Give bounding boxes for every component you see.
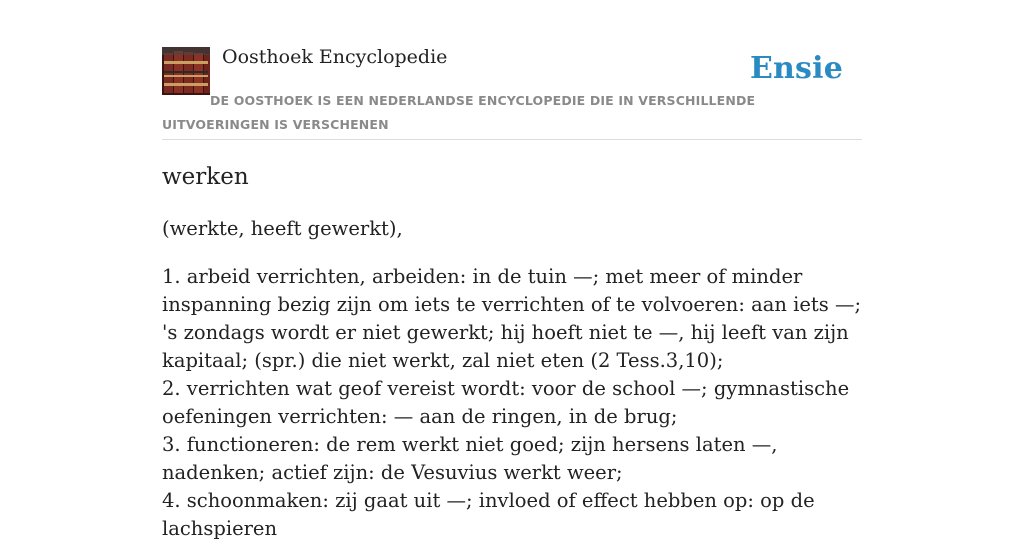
site-title[interactable]: Oosthoek Encyclopedie [222,46,448,68]
definition-sense: 1. arbeid verrichten, arbeiden: in de tuin —; met meer of minder inspanning bezig zijn om iets te verrichten of te volvoeren: aan iets —; 's zondags wordt er niet gewerkt; hij hoeft niet te —, hij leeft van zijn kapitaal; (spr.) die niet werkt, zal niet eten (2 Tess.3,10); [162,265,862,372]
definition-sense: 3. functioneren: de rem werkt niet goed; zijn hersens laten —, nadenken; actief zijn: de Vesuvius werkt weer; [162,433,778,484]
definition-sense: 4. schoonmaken: zij gaat uit —; invloed of effect hebben op: op de lachspieren [162,489,815,540]
book-spines-icon [162,47,210,95]
site-tagline: DE OOSTHOEK IS EEN NEDERLANDSE ENCYCLOPEDIE DIE IN VERSCHILLENDE UITVOERINGEN IS VERSCHENEN [162,93,756,132]
definition-sense: 2. verrichten wat geof vereist wordt: voor de school —; gymnastische oefeningen verrichten: — aan de ringen, in de brug; [162,377,850,428]
entry-definition [162,263,864,543]
site-header [162,0,862,140]
avatar[interactable] [162,47,210,95]
page-container [162,0,862,540]
entry-grammar: (werkte, heeft gewerkt), [162,217,403,240]
brand-logo[interactable]: Ensie [749,51,843,86]
entry-headword: werken [162,164,249,190]
